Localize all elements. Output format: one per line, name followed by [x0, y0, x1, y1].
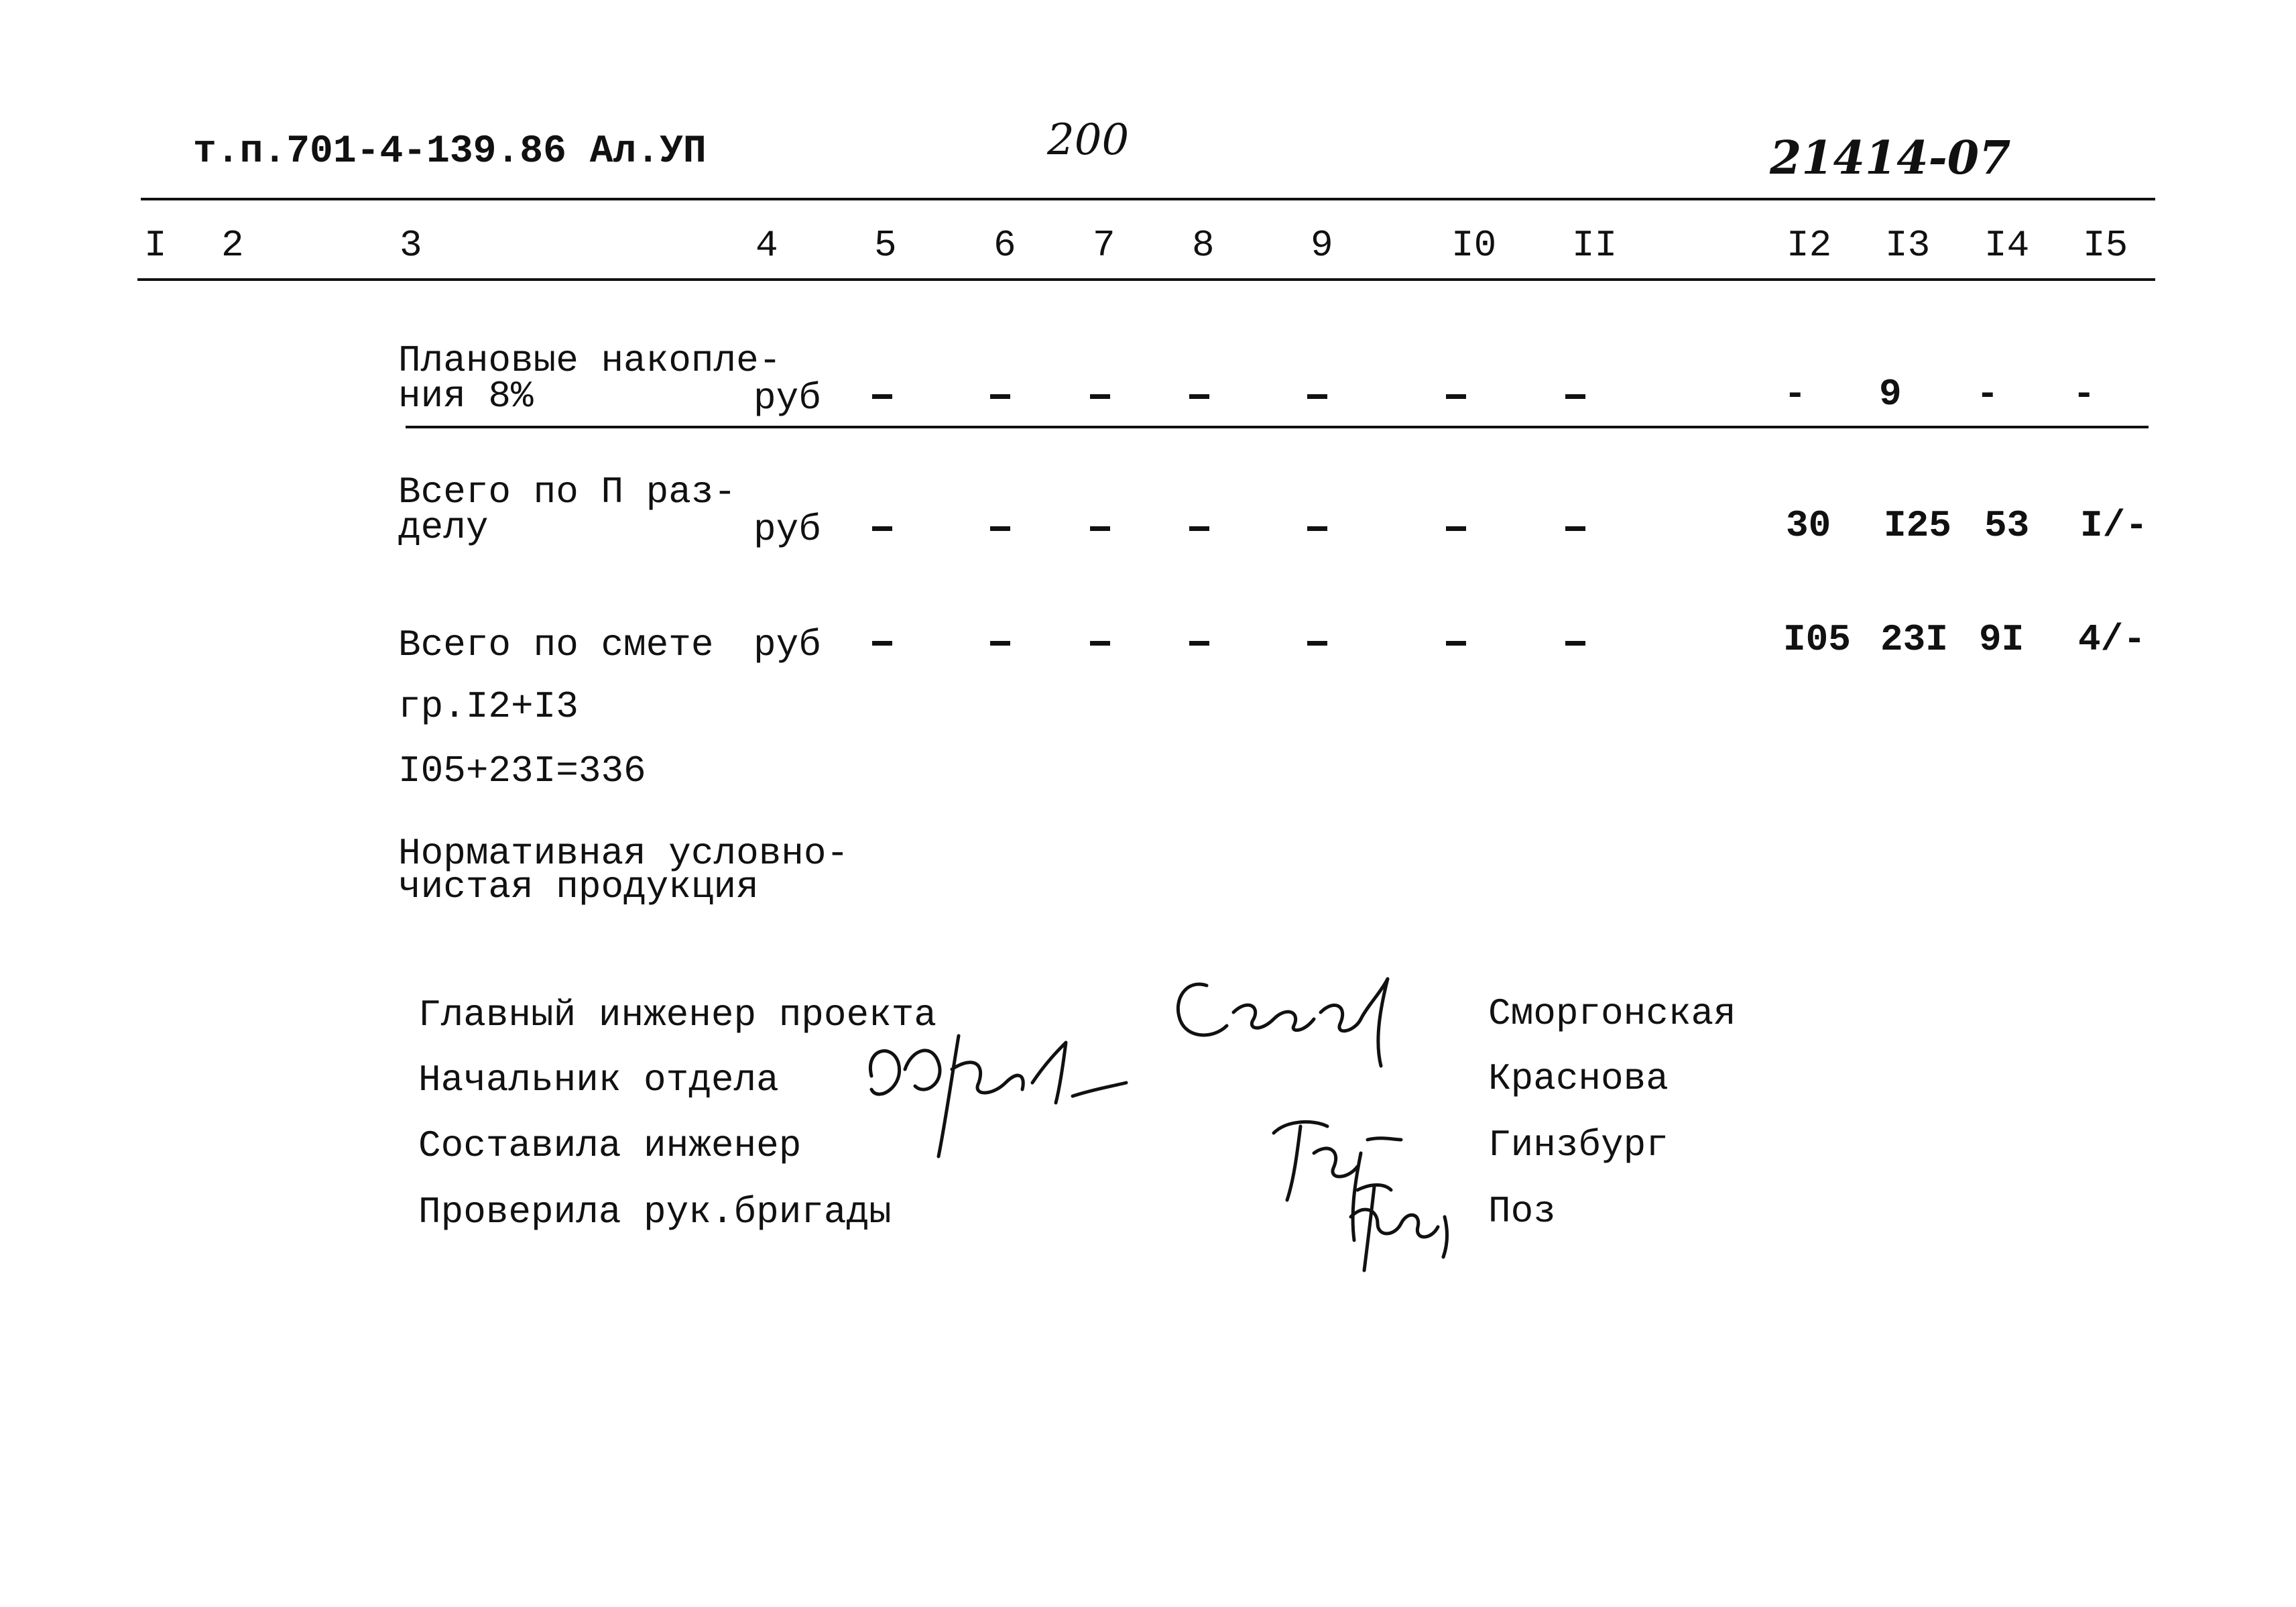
col-num-14: I4 — [1984, 224, 2030, 267]
cell-col12: 30 — [1786, 504, 1831, 547]
formula-value: I05+23I=336 — [398, 750, 646, 792]
role-checked-by: Проверила рук.бригады — [418, 1191, 892, 1234]
signature-chief-engineer — [1160, 965, 1428, 1086]
signature-checked-by — [1337, 1163, 1471, 1284]
inventory-number: 21414-07 — [1770, 131, 2011, 185]
col-num-6: 6 — [993, 224, 1016, 267]
cell-col13: 23I — [1880, 618, 1948, 661]
empty-cell-dash — [1189, 526, 1209, 531]
name-krasnova: Краснова — [1488, 1057, 1669, 1100]
col-num-10: I0 — [1451, 224, 1497, 267]
empty-cell-dash — [1565, 394, 1585, 399]
role-compiled-by: Составила инженер — [418, 1124, 802, 1167]
col-num-11: II — [1572, 224, 1618, 267]
empty-cell-dash — [1090, 641, 1110, 646]
top-rule — [141, 198, 2155, 200]
document-code: т.п.701-4-139.86 Ал.УП — [193, 130, 707, 174]
empty-cell-dash — [1090, 394, 1110, 399]
name-smorgonskaya: Сморгонская — [1488, 992, 1736, 1035]
formula-label: гр.I2+I3 — [398, 685, 579, 728]
row-separator — [406, 426, 2149, 428]
col-num-15: I5 — [2083, 224, 2128, 267]
cell-col13: I25 — [1884, 504, 1951, 547]
empty-cell-dash — [872, 394, 892, 399]
table-row-unit: руб — [753, 623, 821, 666]
col-num-4: 4 — [756, 224, 778, 267]
table-row-unit: руб — [753, 508, 821, 551]
col-num-2: 2 — [221, 224, 244, 267]
col-num-12: I2 — [1787, 224, 1832, 267]
empty-cell-dash — [1565, 526, 1585, 531]
header-bottom-rule — [137, 278, 2155, 281]
cell-col12: - — [1784, 373, 1807, 416]
empty-cell-dash — [1565, 641, 1585, 646]
role-chief-engineer: Главный инженер проекта — [418, 994, 936, 1036]
name-poz: Поз — [1488, 1190, 1556, 1233]
cell-col15: I/- — [2080, 504, 2148, 547]
signature-department-head — [851, 1022, 1133, 1170]
table-row-name: Всего по смете — [398, 623, 714, 666]
empty-cell-dash — [1446, 526, 1466, 531]
cell-col14: - — [1976, 373, 1999, 416]
cell-col13: 9 — [1879, 373, 1902, 416]
empty-cell-dash — [1307, 526, 1327, 531]
empty-cell-dash — [1189, 394, 1209, 399]
empty-cell-dash — [1090, 526, 1110, 531]
page-number: 200 — [1047, 115, 1130, 165]
cell-col12: I05 — [1783, 618, 1851, 661]
col-num-8: 8 — [1192, 224, 1215, 267]
col-num-3: 3 — [400, 224, 422, 267]
cell-col15: 4/- — [2078, 618, 2146, 661]
cell-col15: - — [2073, 373, 2096, 416]
cell-col14: 53 — [1984, 504, 2030, 547]
empty-cell-dash — [1189, 641, 1209, 646]
empty-cell-dash — [990, 394, 1010, 399]
empty-cell-dash — [1446, 394, 1466, 399]
table-row-unit: руб — [753, 377, 821, 420]
col-num-9: 9 — [1311, 224, 1333, 267]
cell-col14: 9I — [1979, 618, 2025, 661]
table-row-name: Всего по П раз- делу — [398, 471, 737, 550]
table-row-name: Плановые накопле- ния 8% — [398, 339, 782, 418]
col-num-1: I — [144, 224, 167, 267]
empty-cell-dash — [990, 526, 1010, 531]
empty-cell-dash — [1307, 641, 1327, 646]
empty-cell-dash — [1307, 394, 1327, 399]
empty-cell-dash — [1446, 641, 1466, 646]
empty-cell-dash — [872, 526, 892, 531]
col-num-5: 5 — [874, 224, 897, 267]
name-ginzburg: Гинзбург — [1488, 1124, 1669, 1167]
col-num-13: I3 — [1885, 224, 1931, 267]
empty-cell-dash — [872, 641, 892, 646]
col-num-7: 7 — [1093, 224, 1115, 267]
normative-product-label: Нормативная условно- чистая продукция — [398, 832, 849, 909]
role-department-head: Начальник отдела — [418, 1059, 779, 1102]
empty-cell-dash — [990, 641, 1010, 646]
